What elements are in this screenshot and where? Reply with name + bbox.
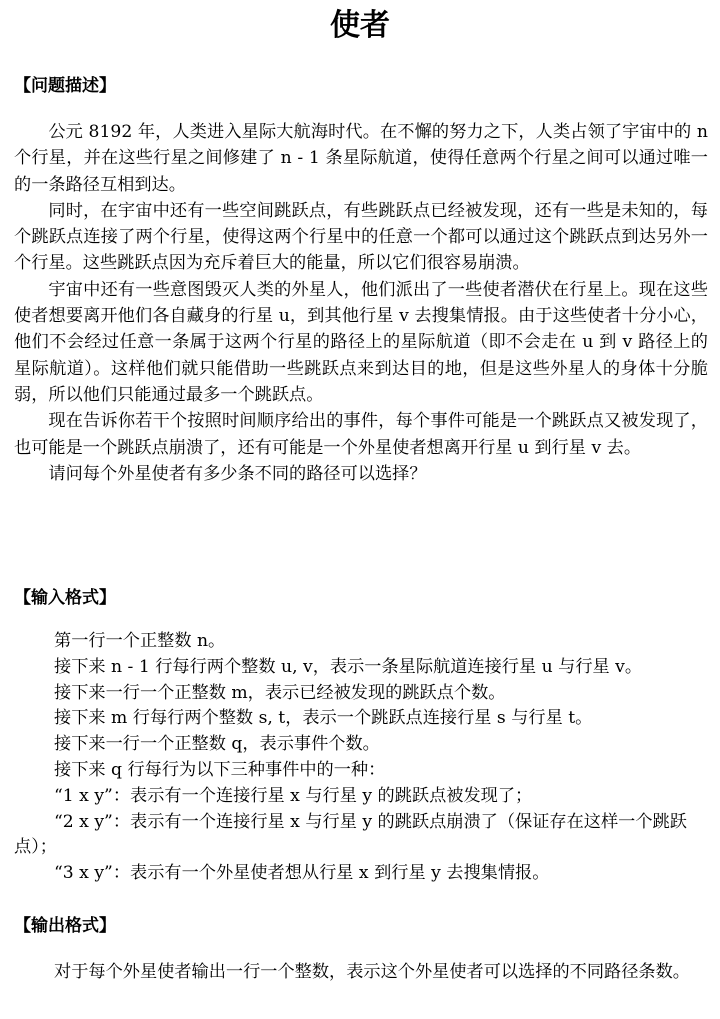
input-line: 第一行一个正整数 n。 <box>54 631 226 651</box>
description-paragraph: 现在告诉你若干个按照时间顺序给出的事件，每个事件可能是一个跳跃点又被发现了，也可能是一个跳跃点崩溃了，还有可能是一个外星使者想离开行星 u 到行星 v 去。 <box>14 411 708 458</box>
input-line: “1 x y”：表示有一个连接行星 x 与行星 y 的跳跃点被发现了； <box>54 785 533 806</box>
input-line: “3 x y”：表示有一个外星使者想从行星 x 到行星 y 去搜集情报。 <box>54 863 550 884</box>
section-heading-input: 【输入格式】 <box>14 588 116 608</box>
output-format-body <box>14 959 708 986</box>
input-line: 接下来 q 行每行为以下三种事件中的一种： <box>54 759 386 780</box>
description-paragraph: 请问每个外星使者有多少条不同的路径可以选择？ <box>48 463 427 484</box>
input-line: 接下来 m 行每行两个整数 s, t，表示一个跳跃点连接行星 s 与行星 t。 <box>54 708 593 729</box>
section-heading-description: 【问题描述】 <box>14 76 116 96</box>
input-line: “2 x y”：表示有一个连接行星 x 与行星 y 的跳跃点崩溃了（保证存在这样一个跳跃点）； <box>14 811 687 858</box>
description-paragraph: 公元 8192 年，人类进入星际大航海时代。在不懈的努力之下，人类占领了宇宙中的 n 个行星，并在这些行星之间修建了 n - 1 条星际航道，使得任意两个行星之间可以通过唯一的一条路径互相到达。 <box>14 122 708 195</box>
input-format-body <box>14 629 708 887</box>
input-line: 接下来 n - 1 行每行两个整数 u, v，表示一条星际航道连接行星 u 与行星 v。 <box>54 656 643 677</box>
description-paragraph: 宇宙中还有一些意图毁灭人类的外星人，他们派出了一些使者潜伏在行星上。现在这些使者想要离开他们各自藏身的行星 u，到其他行星 v 去搜集情报。由于这些使者十分小心，他们不会经过任意一条属于这两个行星的路径上的星际航道（即不会走在 u 到 v 路径上的星际航道）。这样他们就只能借助一些跳跃点来到达目的地，但是这些外星人的身体十分脆弱，所以他们只能通过最多一个跳跃点。 <box>14 279 708 405</box>
input-line: 接下来一行一个正整数 m，表示已经被发现的跳跃点个数。 <box>54 682 506 703</box>
description-body <box>14 119 708 487</box>
section-heading-output: 【输出格式】 <box>14 916 116 936</box>
output-line: 对于每个外星使者输出一行一个整数，表示这个外星使者可以选择的不同路径条数。 <box>54 962 690 982</box>
input-line: 接下来一行一个正整数 q，表示事件个数。 <box>54 734 380 755</box>
description-paragraph: 同时，在宇宙中还有一些空间跳跃点，有些跳跃点已经被发现，还有一些是未知的，每个跳跃点连接了两个行星，使得这两个行星中的任意一个都可以通过这个跳跃点到达另外一个行星。这些跳跃点因为充斥着巨大的能量，所以它们很容易崩溃。 <box>14 200 708 274</box>
page-title: 使者 <box>330 8 390 43</box>
